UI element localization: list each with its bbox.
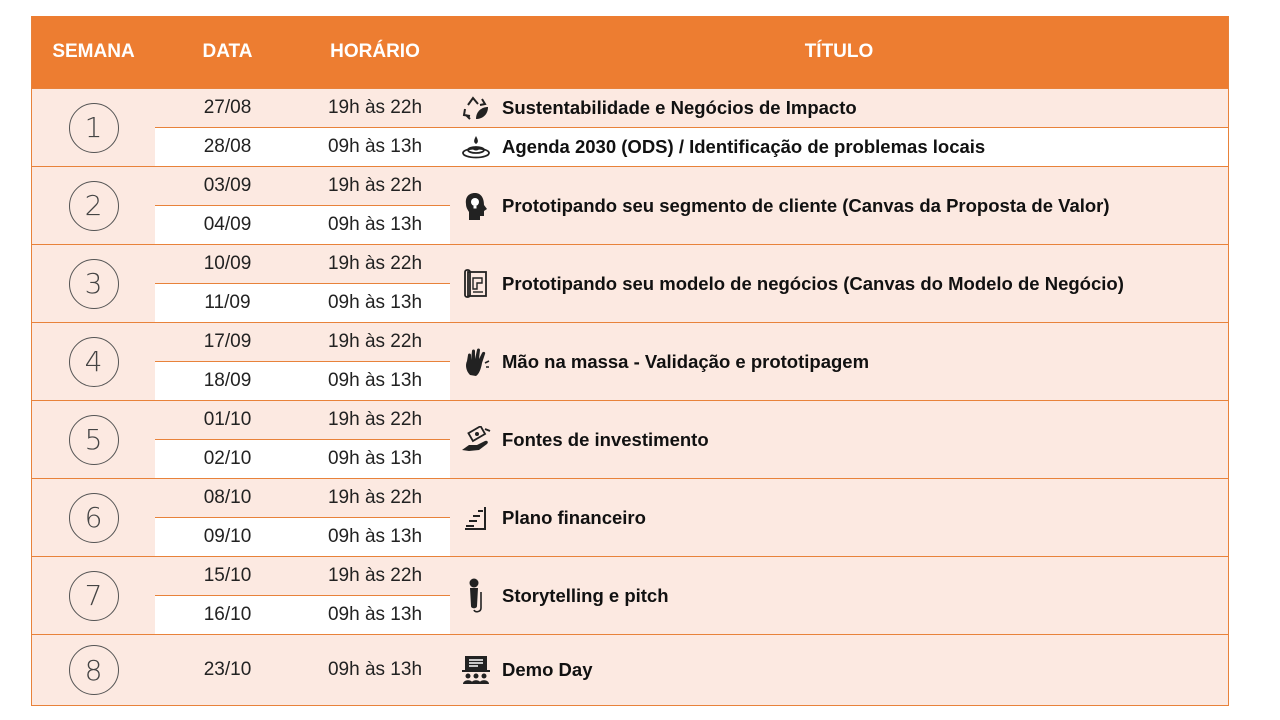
session-date: 11/09 <box>204 292 251 313</box>
session-time: 19h às 22h <box>327 409 423 430</box>
session-time: 19h às 22h <box>327 331 423 352</box>
session-time: 19h às 22h <box>327 565 423 586</box>
session-time: 09h às 13h <box>327 604 423 625</box>
week-row-4 <box>32 322 1228 400</box>
session-title: Prototipando seu modelo de negócios (Canvas do Modelo de Negócio) <box>502 272 1124 294</box>
water-drop-impact-icon <box>450 135 502 159</box>
session-date: 17/09 <box>203 331 252 352</box>
recycle-leaf-icon <box>450 95 502 121</box>
session-title: Prototipando seu segmento de cliente (Canvas da Proposta de Valor) <box>502 194 1110 216</box>
header-semana: SEMANA <box>52 41 135 62</box>
session-time: 09h às 13h <box>327 526 423 547</box>
header-data: DATA <box>202 41 253 62</box>
week-row-6 <box>32 478 1228 556</box>
session-time: 09h às 13h <box>327 448 423 469</box>
week-number-badge: 7 <box>69 571 119 621</box>
session-time: 09h às 13h <box>327 214 423 235</box>
schedule-table <box>31 16 1229 706</box>
week-number-badge: 3 <box>69 259 119 309</box>
session-date: 27/08 <box>203 97 252 118</box>
session-date: 18/09 <box>203 370 252 391</box>
session-date: 08/10 <box>203 487 252 508</box>
session-date: 09/10 <box>203 526 252 547</box>
session-title: Sustentabilidade e Negócios de Impacto <box>502 97 857 118</box>
session-time: 19h às 22h <box>327 487 423 508</box>
week-number-badge: 2 <box>69 181 119 231</box>
session-date: 16/10 <box>203 604 252 625</box>
session-date: 04/09 <box>203 214 252 235</box>
session-date: 03/09 <box>203 175 252 196</box>
week-number-badge: 1 <box>69 103 119 153</box>
session-time: 19h às 22h <box>327 175 423 196</box>
header-horario: HORÁRIO <box>330 41 420 62</box>
session-title: Plano financeiro <box>502 506 646 528</box>
hand-money-icon <box>450 426 502 454</box>
session-title: Agenda 2030 (ODS) / Identificação de problemas locais <box>502 136 986 157</box>
session-time: 19h às 22h <box>327 253 423 274</box>
session-title: Mão na massa - Validação e prototipagem <box>502 350 870 372</box>
week-row-3 <box>32 244 1228 322</box>
week-row-2 <box>32 166 1228 244</box>
week-row-7 <box>32 556 1228 634</box>
session-date: 23/10 <box>203 659 252 680</box>
session-title: Fontes de investimento <box>502 428 709 450</box>
week-row-8 <box>32 634 1228 705</box>
presentation-audience-icon <box>450 655 502 685</box>
session-time: 09h às 13h <box>327 370 423 391</box>
week-number-badge: 5 <box>69 415 119 465</box>
week-row-1 <box>32 88 1228 166</box>
head-lightbulb-icon <box>450 191 502 221</box>
blueprint-icon <box>450 269 502 299</box>
session-title: Storytelling e pitch <box>502 584 669 606</box>
session-date: 10/09 <box>203 253 252 274</box>
session-date: 02/10 <box>203 448 252 469</box>
microphone-icon <box>450 578 502 614</box>
week-number-badge: 6 <box>69 493 119 543</box>
financial-steps-icon <box>450 505 502 531</box>
session-time: 09h às 13h <box>327 136 423 157</box>
session-time: 09h às 13h <box>327 659 423 680</box>
session-title: Demo Day <box>502 659 593 680</box>
session-time: 09h às 13h <box>327 292 423 313</box>
session-time: 19h às 22h <box>327 97 423 118</box>
session-date: 15/10 <box>203 565 252 586</box>
week-number-badge: 4 <box>69 337 119 387</box>
session-date: 28/08 <box>203 136 252 157</box>
header-titulo: TÍTULO <box>804 41 874 62</box>
week-row-5 <box>32 400 1228 478</box>
session-date: 01/10 <box>203 409 252 430</box>
week-number-badge: 8 <box>69 645 119 695</box>
table-header <box>32 16 1228 88</box>
hand-wave-icon <box>450 347 502 377</box>
